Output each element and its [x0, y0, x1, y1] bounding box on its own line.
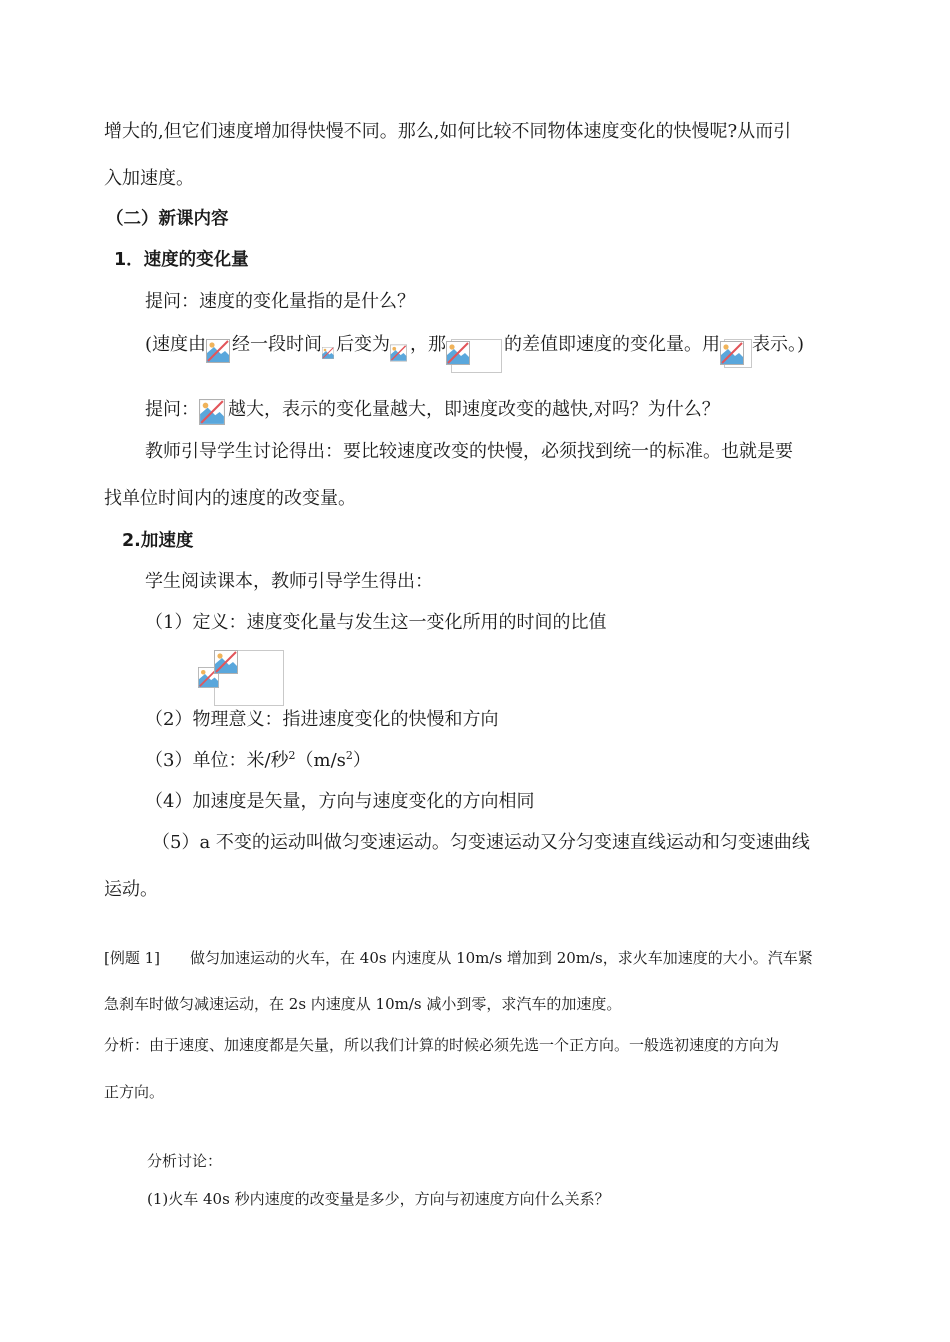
question-1: 提问：速度的变化量指的是什么？ [145, 291, 415, 312]
item-1-definition: （1）定义：速度变化量与发生这一变化所用的时间的比值 [145, 612, 607, 633]
formula-image-v0-icon [206, 333, 232, 363]
definition-text-a: (速度由 [145, 334, 207, 355]
definition-text-e: 的差值即速度的变化量。用 [504, 334, 721, 355]
intro-line-1: 增大的,但它们速度增加得快慢不同。那么,如何比较不同物体速度变化的快慢呢?从而引 [104, 121, 792, 142]
unit-text-c: ） [352, 750, 371, 771]
example-line-2: 急刹车时做匀减速运动，在 2s 内速度从 10m/s 减小到零，求汽车的加速度。 [104, 995, 622, 1013]
formula-image-vt-icon [390, 333, 410, 363]
unit-text-b: （m/s [295, 750, 346, 771]
definition-text-b: 经一段时间 [232, 334, 323, 355]
formula-image-t-icon [322, 333, 336, 363]
unit-superscript-1: 2 [288, 749, 296, 762]
definition-text-f: 表示。) [752, 334, 805, 355]
analysis-line-1: 分析：由于速度、加速度都是矢量，所以我们计算的时候必须先选一个正方向。一般选初速度的方向为 [104, 1036, 780, 1054]
unit-text-a: （3）单位：米/秒 [145, 750, 289, 771]
item-3-unit [145, 749, 371, 773]
subsection-heading-1: 1．速度的变化量 [114, 250, 249, 270]
question-2-text-b: 越大，表示的变化量越大，即速度改变的越快,对吗？为什么？ [228, 399, 720, 420]
item-5-line-2: 运动。 [104, 879, 158, 900]
discussion-heading: 分析讨论： [147, 1152, 223, 1170]
item-4-vector: （4）加速度是矢量，方向与速度变化的方向相同 [145, 791, 535, 812]
formula-image-delta-v-2-icon [199, 398, 228, 426]
question-2 [145, 398, 720, 426]
item-2-meaning: （2）物理意义：指进速度变化的快慢和方向 [145, 709, 499, 730]
item-5-line-1: （5）a 不变的运动叫做匀变速运动。匀变速运动又分匀变速直线运动和匀变速曲线 [152, 832, 810, 853]
section-heading: （二）新课内容 [106, 209, 229, 229]
guide-line-2: 找单位时间内的速度的改变量。 [104, 488, 356, 509]
formula-image-vt-minus-v0-icon [446, 333, 504, 371]
formula-image-acceleration-icon [198, 648, 286, 706]
unit-superscript-2: 2 [345, 749, 353, 762]
example-label: [例题 1] [104, 949, 161, 967]
example-line-1: 做匀加速运动的火车，在 40s 内速度从 10m/s 增加到 20m/s，求火车加速度的大小。汽车紧 [190, 949, 813, 967]
definition-text-c: 后变为 [336, 334, 391, 355]
guide-line-1: 教师引导学生讨论得出：要比较速度改变的快慢，必须找到统一的标准。也就是要 [145, 441, 793, 462]
discussion-question-1: (1)火车 40s 秒内速度的改变量是多少，方向与初速度方向什么关系？ [147, 1190, 610, 1208]
reading-line: 学生阅读课本，教师引导学生得出： [145, 571, 433, 592]
definition-text-d: ，那 [410, 334, 447, 355]
intro-line-2: 入加速度。 [104, 168, 194, 189]
question-2-text-a: 提问： [145, 399, 199, 420]
subsection-heading-2: 2.加速度 [122, 531, 194, 551]
formula-image-delta-v-icon [720, 333, 752, 367]
definition-line [145, 333, 804, 371]
analysis-line-2: 正方向。 [104, 1083, 165, 1101]
